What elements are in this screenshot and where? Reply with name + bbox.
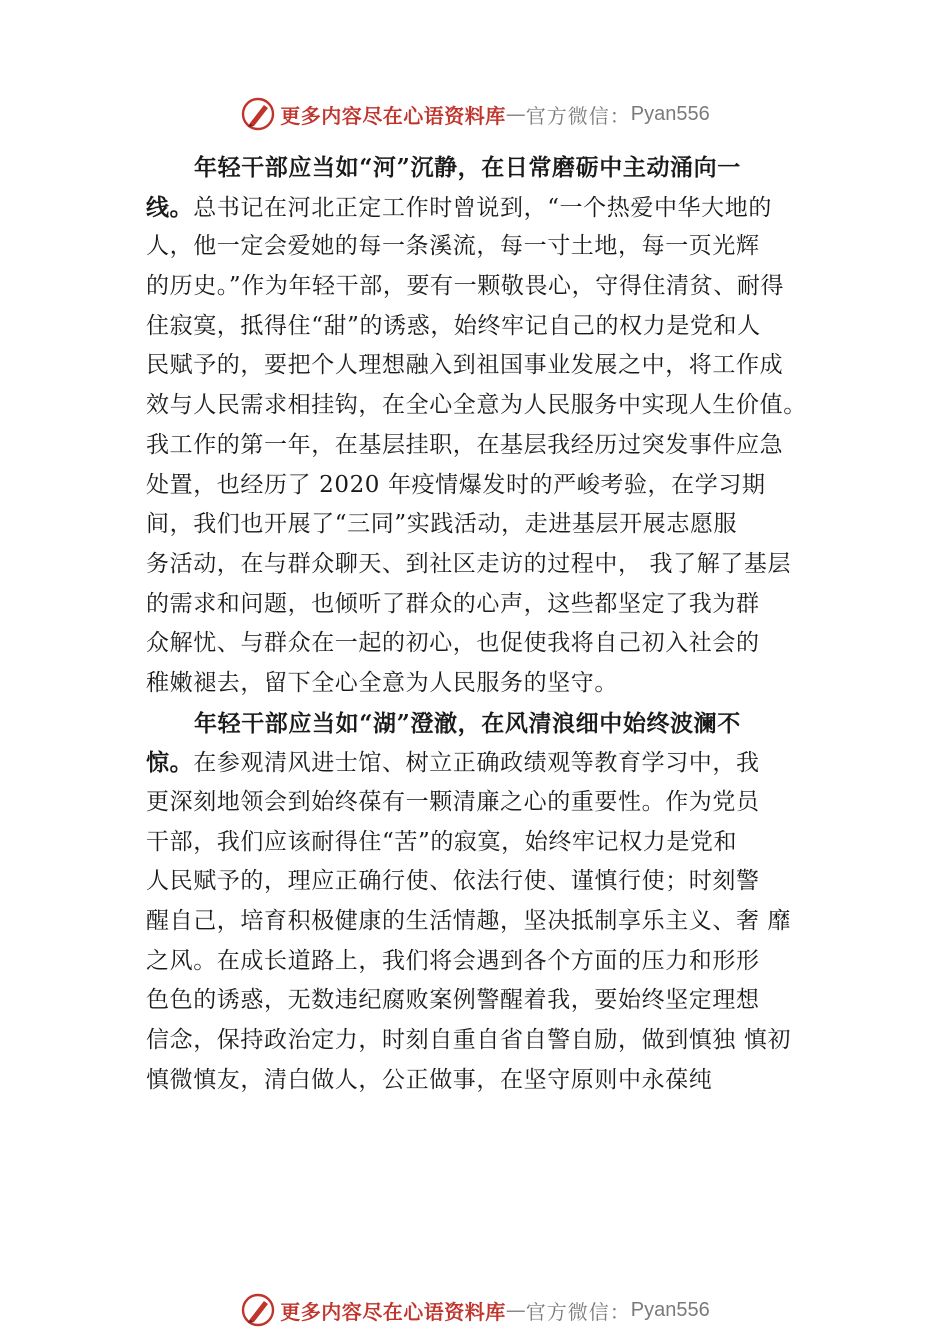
pen-logo-icon bbox=[240, 1292, 276, 1328]
banner-main-text: 更多内容尽在心语资料库 bbox=[280, 103, 506, 128]
banner-label: 官方微信： bbox=[525, 103, 631, 128]
banner-dash: — bbox=[505, 102, 526, 126]
p1-heading-line: 年轻干部应当如“河”沉静，在日常磨砺中主动涌向一 bbox=[194, 154, 741, 181]
banner-wechat-id: Pyan556 bbox=[630, 1298, 710, 1321]
banner-wechat-id: Pyan556 bbox=[630, 102, 710, 125]
p2-line: 干部，我们应该耐得住“苦”的寂寞，始终牢记权力是党和 bbox=[146, 828, 738, 855]
p1-line: 民赋予的，要把个人理想融入到祖国事业发展之中，将工作成 bbox=[146, 352, 784, 379]
banner-dash: — bbox=[505, 1298, 526, 1322]
p1-line: 人，他一定会爱她的每一条溪流，每一寸土地，每一页光辉 bbox=[146, 233, 760, 260]
p1-line: 我工作的第一年，在基层挂职，在基层我经历过突发事件应急 bbox=[146, 431, 784, 458]
pen-logo-icon bbox=[240, 96, 276, 132]
p1-line-2-text: 总书记在河北正定工作时曾说到，“一个热爱中华大地的 bbox=[193, 194, 772, 221]
p1-line: 效与人民需求相挂钩，在全心全意为人民服务中实现人生价值。 bbox=[146, 392, 807, 419]
p1-line: 处置，也经历了 2020 年疫情爆发时的严峻考验，在学习期 bbox=[146, 471, 766, 498]
p2-line: 信念，保持政治定力，时刻自重自省自警自励，做到慎独 慎初 bbox=[146, 1027, 792, 1054]
p2-line-2-text: 在参观清风进士馆、树立正确政绩观等教育学习中，我 bbox=[193, 750, 760, 777]
p1-line: 稚嫩褪去，留下全心全意为人民服务的坚守。 bbox=[146, 669, 618, 696]
p2-heading-line: 年轻干部应当如“湖”澄澈，在风清浪细中始终波澜不 bbox=[194, 709, 741, 737]
p2-line: 慎微慎友，清白做人，公正做事，在坚守原则中永葆纯 bbox=[146, 1066, 713, 1093]
footer-banner bbox=[0, 1290, 950, 1330]
p1-line: 住寂寞，抵得住“甜”的诱惑，始终牢记自己的权力是党和人 bbox=[146, 312, 761, 339]
document-body bbox=[146, 148, 826, 1101]
p2-line: 更深刻地领会到始终葆有一颗清廉之心的重要性。作为党员 bbox=[146, 789, 760, 815]
p2-line: 人民赋予的，理应正确行使、依法行使、谨慎行使；时刻警 bbox=[146, 868, 760, 895]
p1-heading-tail: 线。 bbox=[146, 193, 194, 221]
banner-main-text: 更多内容尽在心语资料库 bbox=[280, 1299, 506, 1324]
p1-line: 众解忧、与群众在一起的初心，也促使我将自己初入社会的 bbox=[146, 630, 760, 657]
p2-line: 色色的诱惑，无数违纪腐败案例警醒着我，要始终坚定理想 bbox=[146, 987, 760, 1014]
p1-line: 间，我们也开展了“三同”实践活动，走进基层开展志愿服 bbox=[146, 511, 738, 538]
p2-line: 醒自己，培育积极健康的生活情趣，坚决抵制享乐主义、奢 靡 bbox=[146, 908, 792, 935]
p1-line: 的历史。”作为年轻干部，要有一颗敬畏心，守得住清贫、耐得 bbox=[146, 273, 785, 300]
banner-label: 官方微信： bbox=[525, 1299, 631, 1324]
p1-line: 的需求和问题，也倾听了群众的心声，这些都坚定了我为群 bbox=[146, 590, 760, 617]
p2-line-2 bbox=[146, 743, 826, 783]
p2-heading-tail: 惊。 bbox=[146, 749, 194, 777]
p1-line-2 bbox=[146, 188, 826, 228]
p2-line: 之风。在成长道路上，我们将会遇到各个方面的压力和形形 bbox=[146, 947, 760, 974]
header-banner bbox=[0, 94, 950, 134]
p1-line: 务活动，在与群众聊天、到社区走访的过程中， 我了解了基层 bbox=[146, 550, 792, 577]
